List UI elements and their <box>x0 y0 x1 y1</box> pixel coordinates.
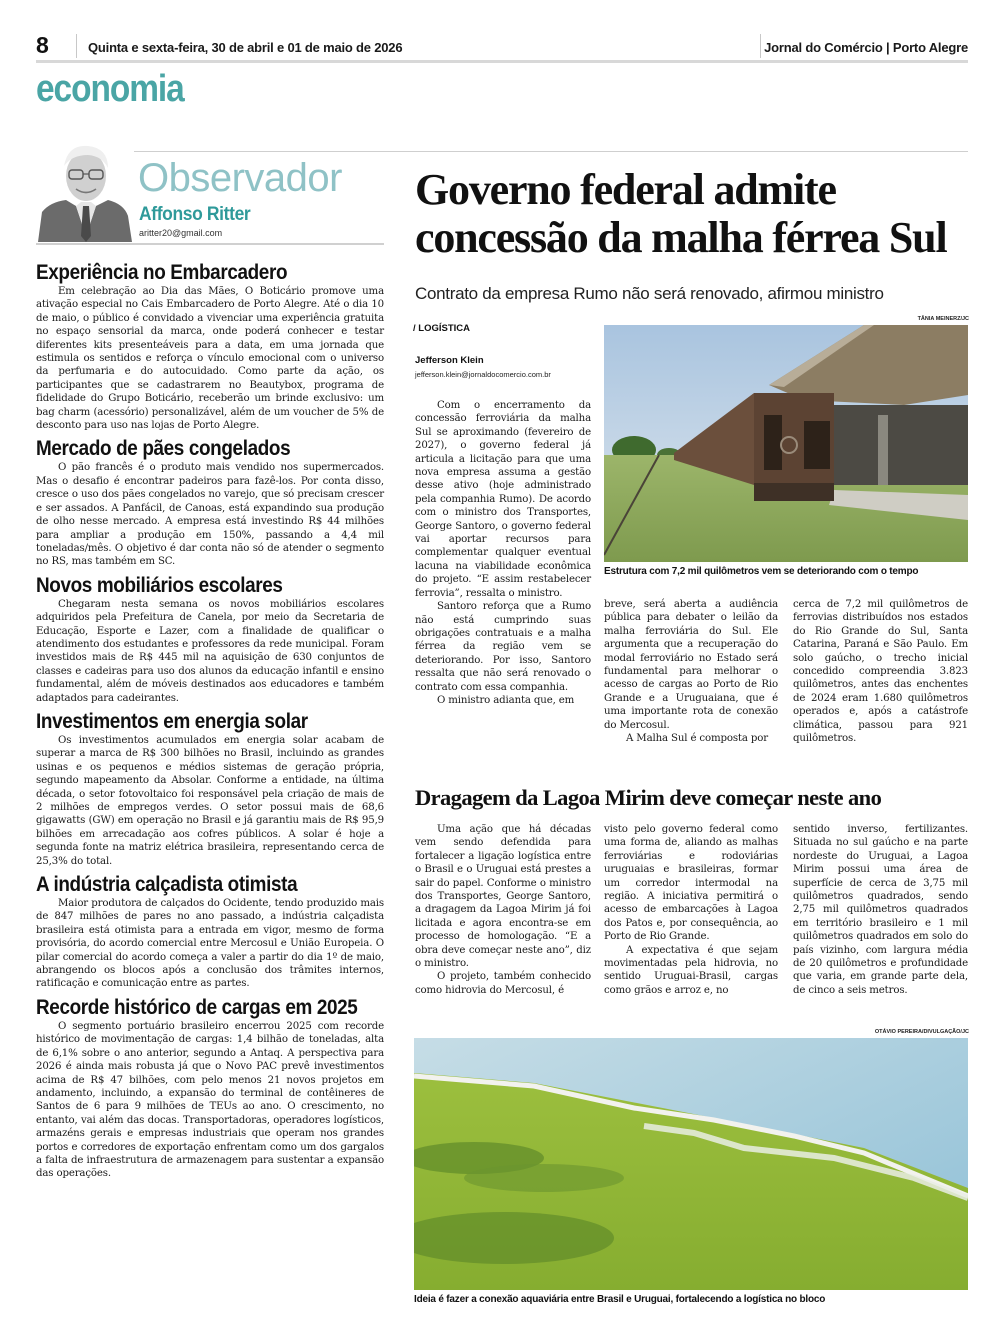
note-body: Chegaram nesta semana os novos mobiliários escolares adquiridos pela Prefeitura de Canela, por meio da Secretaria de Educação, Esporte e Lazer, com a finalidade de qualificar o atendimento dos estudantes e professores da rede municipal. Foram investidos mais de R$ 445 mil na aquisição de 630 conjuntos de classes e cadeiras para uso dos alunos da educação infantil e ensino fundamental, além de móveis destinados aos educadores e também adaptados para cadeirantes. <box>36 598 384 704</box>
article-column-2 <box>604 598 778 745</box>
header-divider <box>760 34 761 58</box>
note-body: O segmento portuário brasileiro encerrou 2025 com recorde histórico de movimentação de cargas: 1,4 bilhão de toneladas, alta de 6,1% sobre o ano anterior, segundo a Antaq. A perspectiva para 2026 é ainda mais robusta já que o Novo PAC prevê investimentos acima de R$ 47 bilhões, com pelo menos 21 novos projetos em andamento, incluindo, a expansão do terminal de contêineres de Santos de 6 para 9 milhões de TEUs ao ano. O crescimento, no entanto, vai além das docas. Transportadoras, operadores logísticos, armazéns gerais e empresas industriais que operam nos grandes portos e corredores de exportação enfrentam como um dos gargalos a falta de infraestrutura de armazenagem para sustentar a expansão das operações. <box>36 1020 384 1180</box>
photo-credit: OTÁVIO PEREIRA/DIVULGAÇÃO/JC <box>874 1029 969 1035</box>
note-calcadista <box>36 872 384 991</box>
column-author: Affonso Ritter <box>139 204 251 225</box>
note-body: Em celebração ao Dia das Mães, O Boticário promove uma ativação especial no Cais Embarcadero de Porto Alegre. Até o dia 10 de maio, o público é convidado a vivenciar uma experiência gratuita no espaço sensorial da marca, onde poderá conhecer e testar diferentes kits presenteáveis para a data, em uma jornada que estimula os sentidos e reforça o vínculo emocional com o universo da perfumaria e do autocuidado. Como parte da ação, os participantes que se cadastrarem no Beautybox, programa de fidelidade do Grupo Boticário, receberão um brinde exclusivo: um bag charm (acessório) personalizável, além de um voucher de 5% de desconto para uso nas lojas de Porto Alegre. <box>36 286 384 432</box>
note-body: Os investimentos acumulados em energia solar acabam de superar a marca de R$ 300 bilhões no Brasil, incluindo as grandes usinas e os pequenos e médios sistemas de geração própria, segundo mapeamento da Absolar. Conforme a entidade, na última década, o setor fotovoltaico foi responsável pela criação de mais de 2 milhões de empregos verdes. O setor possui mais de 68,6 gigawatts (GW) em operação no Brasil e já garantiu mais de R$ 95,9 bilhões em arrecadação aos cofres públicos. A solar é hoje a segunda fonte na matriz elétrica brasileira, representando cerca de 25,3% do total. <box>36 734 384 867</box>
paragraph: O projeto, também conhecido como hidrovia do Mercosul, é <box>415 971 591 996</box>
article2-photo-lagoon <box>414 1038 968 1290</box>
article-headline: Governo federal admite concessão da malha férrea Sul <box>415 165 947 262</box>
note-mobiliarios <box>36 573 384 705</box>
note-paes-congelados <box>36 436 384 568</box>
article-photo-train <box>604 325 968 562</box>
paragraph: Santoro reforça que a Rumo não está cumprindo suas obrigações contratuais e a malha férrea da região vem se deteriorando. Por isso, Santoro ressalta que não será renovado o contrato com essa companhia. <box>415 601 591 693</box>
paragraph: Uma ação que há décadas vem sendo defendida para fortalecer a ligação logística entre o Brasil e o Uruguai está prestes a sair do papel. Conforme o ministro dos Transportes, George Santoro, a dragagem da Lagoa Mirim já foi licitada e agora encontra-se em processo de homologação. “E a obra deve começar neste ano”, diz o ministro. <box>415 824 591 970</box>
note-cargas-2025 <box>36 995 384 1181</box>
photo-caption: Estrutura com 7,2 mil quilômetros vem se deteriorando com o tempo <box>604 566 919 577</box>
article2-column-2 <box>604 823 778 997</box>
edition-date: Quinta e sexta-feira, 30 de abril e 01 de maio de 2026 <box>88 40 403 55</box>
note-heading: A indústria calçadista otimista <box>36 873 298 897</box>
section-rule <box>36 151 968 152</box>
article2-column-3 <box>793 823 968 997</box>
header-rule <box>36 60 968 63</box>
article-column-3 <box>793 598 968 745</box>
note-heading: Recorde histórico de cargas em 2025 <box>36 995 358 1019</box>
header-divider <box>76 34 77 58</box>
note-embarcadero <box>36 260 384 432</box>
paragraph: sentido inverso, fertilizantes. Situada no sul gaúcho e na parte nordeste do Uruguai, a Lagoa Mirim possui uma área de superfície de cerca de 3,75 mil quilômetros quadrados, sendo 2,75 mil quilômetros quadrados em território brasileiro e 1 mil quilômetros quadrados em solo do país vizinho, com largura média de 20 quilômetros e profundidade que varia, em grande parte dela, de cinco a seis metros. <box>793 824 968 996</box>
note-body: Maior produtora de calçados do Ocidente, tendo produzido mais de 847 milhões de pares no ano passado, a indústria calçadista brasileira está otimista para a entrada em vigor, mesmo de forma provisória, do acordo comercial entre Mercosul e União Europeia. O pilar comercial do acordo começa a valer a partir do dia 1º de maio, abrangendo os blocos após a conclusão dos trâmites internos, ratificação e comunicação entre as partes. <box>36 898 384 990</box>
article-column-1 <box>415 399 591 707</box>
column-notes <box>36 256 384 1181</box>
note-energia-solar <box>36 709 384 868</box>
train-wagon-photo-icon <box>604 325 968 562</box>
note-heading: Experiência no Embarcadero <box>36 261 288 284</box>
article-author-email[interactable]: jefferson.klein@jornaldocomercio.com.br <box>415 370 551 379</box>
column-author-email[interactable]: aritter20@gmail.com <box>139 228 223 238</box>
column-title: Observador <box>138 156 342 200</box>
columnist-portrait-icon <box>36 140 134 242</box>
columnist-photo <box>36 140 134 242</box>
paragraph: breve, será aberta a audiência pública para debater o leilão da malha ferroviária do Sul. Ele argumenta que a recuperação do modal ferroviário no Estado será fundamental para melhorar o acesso de cargas ao Porto de Rio Grande e a Uruguaiana, que é uma importante rota de conexão do Mercosul. <box>604 599 778 731</box>
paragraph: A Malha Sul é composta por <box>626 733 768 745</box>
lagoon-aerial-photo-icon <box>414 1038 968 1290</box>
article2-column-1 <box>415 823 591 997</box>
note-body: O pão francês é o produto mais vendido nos supermercados. Mas o desafio é encontrar padeiros para fazê-los. Por conta disso, cresce o uso dos pães congelados no varejo, que só precisam crescer e ser assados. A Panfácil, de Canoas, está expandindo sua produção de olho nesse mercado. A empresa está investindo R$ 44 milhões para ampliar a produção em 150%, passando a 4,4 mil toneladas/mês. O objetivo é dar conta não só de atender o segmento no RS, mas também em SC. <box>36 462 384 568</box>
note-heading: Mercado de pães congelados <box>36 437 291 461</box>
page-header <box>36 30 968 62</box>
article-subhead: Contrato da empresa Rumo não será renovado, afirmou ministro <box>415 284 884 303</box>
paragraph: cerca de 7,2 mil quilômetros de ferrovias distribuídos nos estados do Rio Grande do Sul, Santa Catarina, Paraná e São Paulo. Em solo gaúcho, o trecho inicial concedido compreendia 3.823 quilômetros, antes das enchentes de 2024 eram 1.680 quilômetros operados e, após a catástrofe climática, passou para 921 quilômetros. <box>793 599 968 745</box>
photo-credit: TÂNIA MEINERZ/JC <box>917 316 969 322</box>
photo-caption: Ideia é fazer a conexão aquaviária entre Brasil e Uruguai, fortalecendo a logística no bloco <box>414 1294 826 1305</box>
article-tag: / LOGÍSTICA <box>413 323 470 334</box>
column-rule <box>36 243 384 245</box>
note-heading: Investimentos em energia solar <box>36 709 308 733</box>
note-heading: Novos mobiliários escolares <box>36 573 283 597</box>
paragraph: Com o encerramento da concessão ferroviária da malha Sul se aproximando (fevereiro de 2027), o governo federal já articula a licitação para que uma nova empresa assuma a gestão desse ativo (hoje administrado pela companhia Rumo). De acordo com o ministro dos Transportes, George Santoro, o governo federal vai aportar recursos para complementar qualquer eventual lacuna na viabilidade econômica do projeto. “E assim restabelecer ferrovia”, ressalta o ministro. <box>415 400 591 599</box>
page-number: 8 <box>36 32 49 58</box>
paragraph: A expectativa é que sejam movimentadas pela hidrovia, no sentido Uruguai-Brasil, cargas como grãos e arroz e, no <box>604 944 778 996</box>
article2-headline: Dragagem da Lagoa Mirim deve começar neste ano <box>415 785 882 810</box>
paragraph: O ministro adianta que, em <box>437 694 575 706</box>
publication-name: Jornal do Comércio | Porto Alegre <box>764 40 968 55</box>
paragraph: visto pelo governo federal como uma forma de, aliando as malhas ferroviárias e rodoviárias uruguaias e brasileiras, formar um corredor intermodal na região. A iniciativa permitirá o acesso de embarcações à Lagoa dos Patos e, por consequência, ao Porto de Rio Grande. <box>604 824 778 943</box>
section-title: economia <box>36 68 184 110</box>
article-author: Jefferson Klein <box>415 355 484 366</box>
